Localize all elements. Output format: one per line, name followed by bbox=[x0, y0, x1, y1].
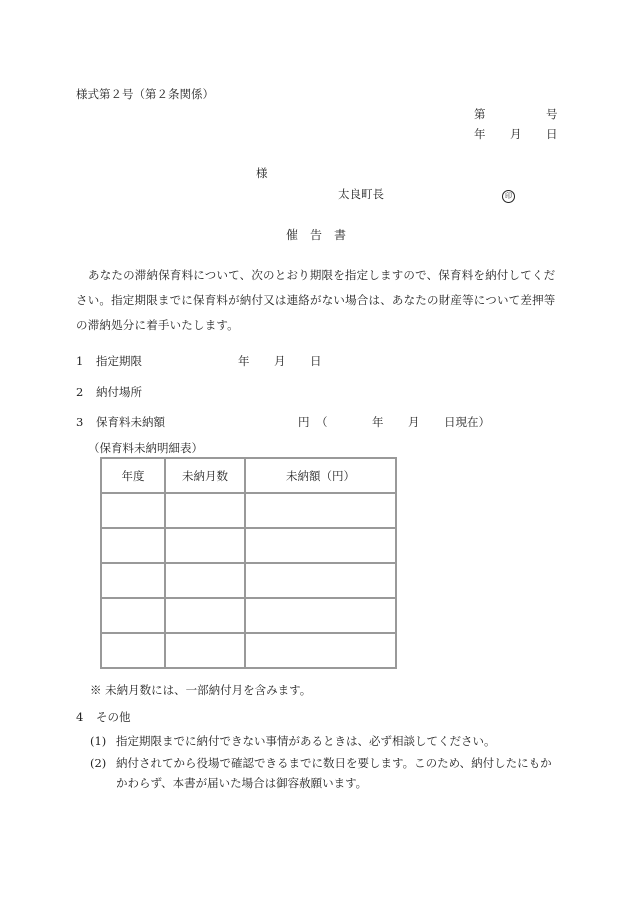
item3-label: 保育料未納額 bbox=[96, 415, 165, 429]
table-row bbox=[101, 633, 396, 668]
item4-label: その他 bbox=[96, 710, 131, 724]
table-row bbox=[101, 598, 396, 633]
table-cell bbox=[165, 493, 245, 528]
item1-year: 年 bbox=[238, 354, 250, 368]
table-cell bbox=[245, 598, 396, 633]
item3-month: 月 bbox=[408, 415, 420, 429]
document-title: 催 告 書 bbox=[286, 228, 347, 242]
table-cell bbox=[245, 563, 396, 598]
item4-number: 4 bbox=[76, 710, 84, 724]
table-note: ※ 未納月数には、一部納付月を含みます。 bbox=[90, 683, 312, 697]
unpaid-detail-table bbox=[100, 457, 397, 669]
item1-number: 1 bbox=[76, 354, 84, 368]
table-row bbox=[101, 563, 396, 598]
recipient-sama: 様 bbox=[256, 166, 268, 180]
item1-month: 月 bbox=[274, 354, 286, 368]
table-row bbox=[101, 493, 396, 528]
table-cell bbox=[101, 493, 165, 528]
item3-current: 日現在） bbox=[444, 415, 490, 429]
item1-day: 日 bbox=[310, 354, 322, 368]
date-month: 月 bbox=[510, 127, 522, 141]
table-cell bbox=[165, 563, 245, 598]
date-year: 年 bbox=[474, 127, 486, 141]
seal-icon: 印 bbox=[502, 190, 515, 203]
table-cell bbox=[165, 528, 245, 563]
sender-name: 太良町長 bbox=[338, 187, 384, 201]
table-header-row bbox=[101, 458, 396, 493]
table-cell bbox=[101, 528, 165, 563]
table-row bbox=[101, 528, 396, 563]
item1-label: 指定期限 bbox=[96, 354, 142, 368]
item3-open-paren: （ bbox=[316, 415, 328, 429]
other1-text: 指定期限までに納付できない事情があるときは、必ず相談してください。 bbox=[116, 734, 496, 748]
item2-number: 2 bbox=[76, 385, 84, 399]
number-gou: 号 bbox=[546, 107, 558, 121]
table-cell bbox=[101, 633, 165, 668]
table-cell bbox=[101, 563, 165, 598]
other2-text: 納付されてから役場で確認できるまでに数日を要します。このため、納付したにもかかわらず、本書が届いた場合は御容赦願います。 bbox=[116, 756, 552, 790]
header-unpaid-amount: 未納額（円） bbox=[245, 458, 396, 493]
seal-mark bbox=[502, 187, 515, 203]
form-label: 様式第２号（第２条関係） bbox=[76, 87, 214, 101]
table-cell bbox=[101, 598, 165, 633]
body-paragraph: あなたの滞納保育料について、次のとおり期限を指定しますので、保育料を納付してください。指定期限までに保育料が納付又は連絡がない場合は、あなたの財産等について差押等の滞納処分に着手いたします。 bbox=[76, 268, 556, 332]
item3-number: 3 bbox=[76, 415, 84, 429]
header-fiscal-year: 年度 bbox=[101, 458, 165, 493]
header-unpaid-months: 未納月数 bbox=[165, 458, 245, 493]
item3-yen: 円 bbox=[298, 415, 310, 429]
other1-number: (1) bbox=[90, 734, 107, 748]
table-cell bbox=[165, 598, 245, 633]
item3-year: 年 bbox=[372, 415, 384, 429]
table-cell bbox=[245, 528, 396, 563]
table-cell bbox=[165, 633, 245, 668]
table-cell bbox=[245, 493, 396, 528]
other2-number: (2) bbox=[90, 756, 107, 770]
date-day: 日 bbox=[546, 127, 558, 141]
item2-label: 納付場所 bbox=[96, 385, 142, 399]
number-dai: 第 bbox=[474, 107, 486, 121]
table-caption: （保育料未納明細表） bbox=[88, 441, 203, 455]
table-cell bbox=[245, 633, 396, 668]
